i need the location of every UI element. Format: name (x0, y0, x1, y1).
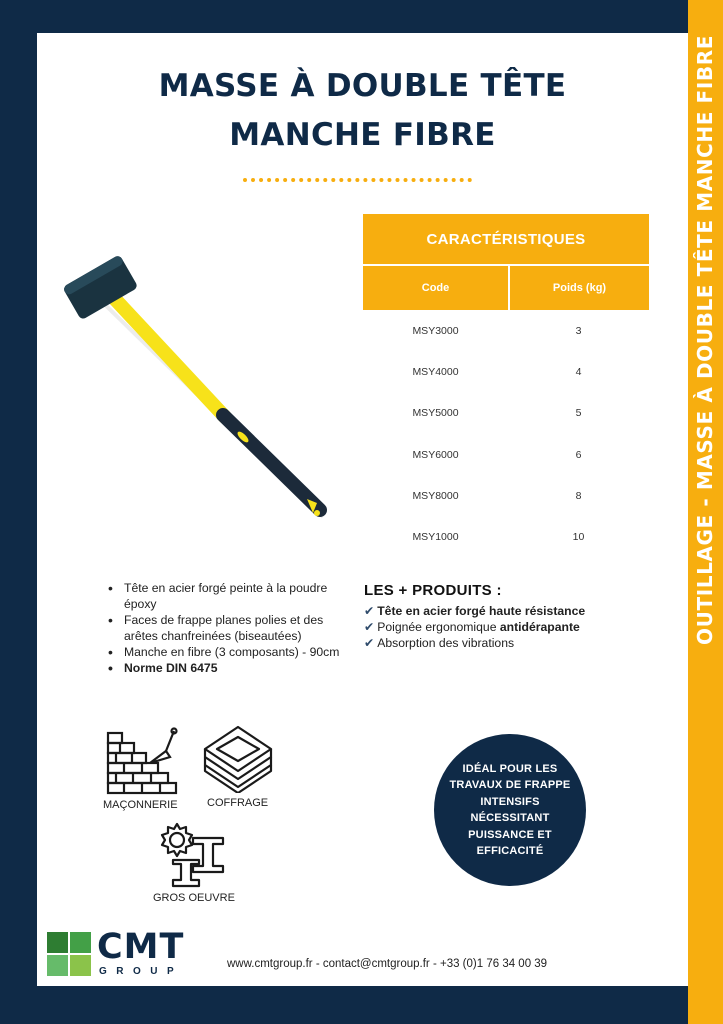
cell-code: MSY1000 (412, 531, 459, 544)
table-row (363, 351, 649, 392)
plus-item-2-bold: antidérapante (499, 620, 580, 634)
list-item (364, 603, 585, 619)
logo-sub: GROUP (99, 966, 184, 977)
cell-weight: 10 (572, 531, 585, 544)
list-item: • Tête en acier forgé peinte à la poudre époxy (108, 580, 348, 612)
side-title: OUTILLAGE - MASSE À DOUBLE TÊTE MANCHE FIBRE (693, 35, 717, 645)
check-icon: ✔ (364, 604, 375, 618)
brick-wall-icon (106, 727, 178, 795)
label-masonry: MAÇONNERIE (103, 799, 178, 811)
logo-name: CMT (97, 927, 185, 967)
plus-title: LES + PRODUITS : (364, 582, 502, 599)
cell-code: MSY3000 (412, 324, 459, 337)
table-row (363, 393, 649, 434)
list-item: • Faces de frappe planes polies et des arêtes chanfreinées (biseautées) (108, 612, 348, 644)
table-row (363, 516, 649, 557)
plus-list (364, 603, 585, 651)
cell-code: MSY4000 (412, 365, 459, 378)
check-icon: ✔ (364, 620, 375, 634)
column-code: Code (363, 266, 508, 310)
table-header-row (363, 266, 649, 310)
footer-contact: www.cmtgroup.fr - contact@cmtgroup.fr - +33 (0)1 76 34 00 39 (227, 958, 548, 970)
cell-weight: 6 (575, 448, 582, 461)
cell-code: MSY8000 (412, 489, 459, 502)
label-structural: GROS OEUVRE (153, 892, 235, 904)
plus-item-2-prefix: Poignée ergonomique (377, 620, 500, 634)
cmt-logo-icon (47, 932, 91, 976)
page-title (37, 62, 688, 160)
check-icon: ✔ (364, 636, 375, 650)
title-line-2: MANCHE FIBRE (229, 117, 496, 153)
column-weight: Poids (kg) (510, 266, 649, 310)
cell-weight: 5 (575, 407, 582, 420)
cell-code: MSY5000 (412, 407, 459, 420)
cell-weight: 4 (575, 365, 582, 378)
plus-item-1: Tête en acier forgé haute résistance (377, 604, 586, 618)
title-line-1: MASSE À DOUBLE TÊTE (158, 68, 567, 104)
list-item: • Manche en fibre (3 composants) - 90cm (108, 644, 348, 660)
table-row (363, 475, 649, 516)
cell-weight: 3 (575, 324, 582, 337)
table-row (363, 310, 649, 351)
gear-beam-icon (157, 820, 229, 888)
specs-table (363, 214, 649, 558)
cell-weight: 8 (575, 489, 582, 502)
formwork-icon (203, 725, 273, 793)
list-item: • Norme DIN 6475 (108, 660, 348, 676)
list-item (364, 635, 585, 651)
table-heading: CARACTÉRISTIQUES (363, 214, 649, 264)
plus-item-3: Absorption des vibrations (377, 636, 515, 650)
usage-badge: IDÉAL POUR LES TRAVAUX DE FRAPPE INTENSIFS NÉCESSITANT PUISSANCE ET EFFICACITÉ (434, 734, 586, 886)
label-formwork: COFFRAGE (207, 797, 269, 809)
sledgehammer-image (55, 255, 345, 530)
title-divider (243, 178, 472, 182)
table-row (363, 434, 649, 475)
cell-code: MSY6000 (412, 448, 459, 461)
feature-list (108, 580, 348, 676)
list-item (364, 619, 585, 635)
